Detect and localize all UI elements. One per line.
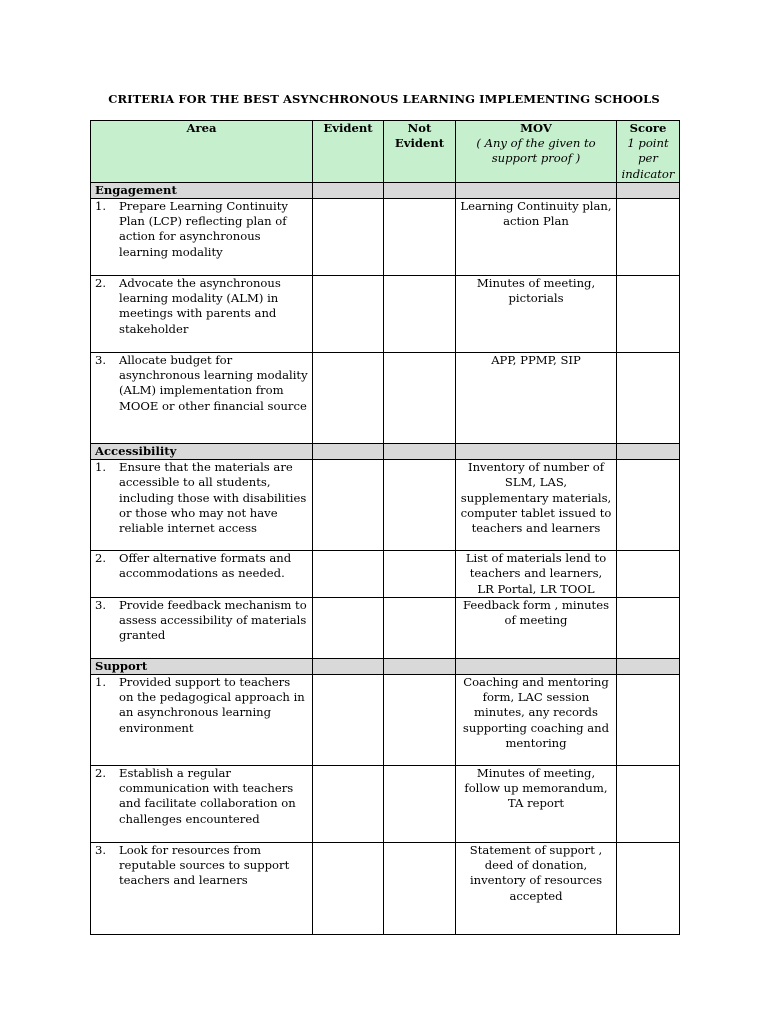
section-label: Accessibility xyxy=(91,444,313,460)
item-text: Look for resources from reputable sources to support teachers and learners xyxy=(119,843,290,888)
area-cell xyxy=(91,675,313,766)
not-evident-cell[interactable] xyxy=(384,675,456,766)
area-cell xyxy=(91,766,313,843)
table-row xyxy=(91,276,680,353)
header-mov-sub: ( Any of the given to support proof ) xyxy=(476,136,596,166)
score-cell xyxy=(617,182,680,198)
score-cell xyxy=(617,444,680,460)
score-cell[interactable] xyxy=(617,460,680,551)
not-evident-cell xyxy=(384,444,456,460)
area-cell xyxy=(91,597,313,658)
item-number: 3. xyxy=(95,597,107,612)
evident-cell[interactable] xyxy=(313,843,384,935)
table-row xyxy=(91,460,680,551)
area-cell xyxy=(91,460,313,551)
header-not-evident xyxy=(384,121,456,183)
evident-cell[interactable] xyxy=(313,597,384,658)
item-number: 2. xyxy=(95,551,107,566)
item-number: 3. xyxy=(95,843,107,858)
section-row-support xyxy=(91,658,680,674)
not-evident-cell[interactable] xyxy=(384,597,456,658)
header-area xyxy=(91,121,313,183)
evident-cell[interactable] xyxy=(313,675,384,766)
mov-cell: Feedback form , minutes of meeting xyxy=(456,597,617,658)
not-evident-cell xyxy=(384,182,456,198)
mov-cell: APP, PPMP, SIP xyxy=(456,353,617,444)
score-cell[interactable] xyxy=(617,675,680,766)
item-number: 3. xyxy=(95,353,107,368)
header-area-label: Area xyxy=(186,121,217,135)
area-cell xyxy=(91,276,313,353)
table-row xyxy=(91,843,680,935)
item-text: Establish a regular communication with teachers and facilitate collaboration on challenges encountered xyxy=(119,766,296,826)
mov-cell: Minutes of meeting, pictorials xyxy=(456,276,617,353)
criteria-table xyxy=(90,120,680,935)
header-mov-label: MOV xyxy=(520,121,552,135)
mov-cell xyxy=(456,444,617,460)
area-cell xyxy=(91,843,313,935)
area-cell xyxy=(91,199,313,276)
table-row xyxy=(91,551,680,598)
not-evident-cell[interactable] xyxy=(384,460,456,551)
not-evident-cell xyxy=(384,658,456,674)
header-evident xyxy=(313,121,384,183)
not-evident-cell[interactable] xyxy=(384,551,456,598)
mov-cell xyxy=(456,182,617,198)
item-text: Ensure that the materials are accessible to all students, including those with disabilities or those who may not have reliable internet access xyxy=(119,460,307,536)
item-text: Advocate the asynchronous learning modality (ALM) in meetings with parents and stakeholder xyxy=(119,276,281,336)
score-cell[interactable] xyxy=(617,353,680,444)
header-score xyxy=(617,121,680,183)
header-row xyxy=(91,121,680,183)
item-number: 2. xyxy=(95,276,107,291)
score-cell[interactable] xyxy=(617,551,680,598)
section-label: Engagement xyxy=(91,182,313,198)
item-number: 1. xyxy=(95,460,107,475)
item-text: Provide feedback mechanism to assess accessibility of materials granted xyxy=(119,597,307,643)
evident-cell[interactable] xyxy=(313,276,384,353)
score-cell[interactable] xyxy=(617,199,680,276)
mov-cell: Minutes of meeting, follow up memorandum, TA report xyxy=(456,766,617,843)
item-text: Prepare Learning Continuity Plan (LCP) reflecting plan of action for asynchronous learning modality xyxy=(119,199,288,259)
evident-cell[interactable] xyxy=(313,199,384,276)
table-row xyxy=(91,675,680,766)
evident-cell[interactable] xyxy=(313,551,384,598)
evident-cell[interactable] xyxy=(313,353,384,444)
mov-cell: List of materials lend to teachers and learners, LR Portal, LR TOOL xyxy=(456,551,617,598)
header-mov xyxy=(456,121,617,183)
not-evident-cell[interactable] xyxy=(384,353,456,444)
section-row-engagement xyxy=(91,182,680,198)
score-cell[interactable] xyxy=(617,597,680,658)
header-evident-label: Evident xyxy=(323,121,373,135)
item-text: Allocate budget for asynchronous learning modality (ALM) implementation from MOOE or other financial source xyxy=(119,353,308,413)
mov-cell xyxy=(456,658,617,674)
area-cell xyxy=(91,551,313,598)
section-row-accessibility xyxy=(91,444,680,460)
area-cell xyxy=(91,353,313,444)
score-cell[interactable] xyxy=(617,276,680,353)
mov-cell: Statement of support , deed of donation, inventory of resources accepted xyxy=(456,843,617,935)
mov-cell: Learning Continuity plan, action Plan xyxy=(456,199,617,276)
section-label: Support xyxy=(91,658,313,674)
item-text: Provided support to teachers on the pedagogical approach in an asynchronous learning environment xyxy=(119,675,305,735)
not-evident-cell[interactable] xyxy=(384,276,456,353)
item-number: 2. xyxy=(95,766,107,781)
evident-cell xyxy=(313,658,384,674)
document-title: CRITERIA FOR THE BEST ASYNCHRONOUS LEARNING IMPLEMENTING SCHOOLS xyxy=(108,92,660,106)
item-number: 1. xyxy=(95,199,107,214)
table-row xyxy=(91,597,680,658)
table-row xyxy=(91,199,680,276)
mov-cell: Coaching and mentoring form, LAC session minutes, any records supporting coaching and mentoring xyxy=(456,675,617,766)
item-text: Offer alternative formats and accommodations as needed. xyxy=(119,551,292,581)
item-number: 1. xyxy=(95,675,107,690)
score-cell[interactable] xyxy=(617,843,680,935)
table-row xyxy=(91,353,680,444)
header-not-evident-label: Not Evident xyxy=(394,121,445,151)
not-evident-cell[interactable] xyxy=(384,843,456,935)
evident-cell xyxy=(313,444,384,460)
score-cell[interactable] xyxy=(617,766,680,843)
evident-cell[interactable] xyxy=(313,460,384,551)
evident-cell xyxy=(313,182,384,198)
header-score-sub: 1 point per indicator xyxy=(621,136,675,181)
score-cell xyxy=(617,658,680,674)
table-row xyxy=(91,766,680,843)
not-evident-cell[interactable] xyxy=(384,199,456,276)
header-score-label: Score xyxy=(629,121,667,135)
evident-cell[interactable] xyxy=(313,766,384,843)
not-evident-cell[interactable] xyxy=(384,766,456,843)
mov-cell: Inventory of number of SLM, LAS, supplementary materials, computer tablet issued to teachers and learners xyxy=(456,460,617,551)
